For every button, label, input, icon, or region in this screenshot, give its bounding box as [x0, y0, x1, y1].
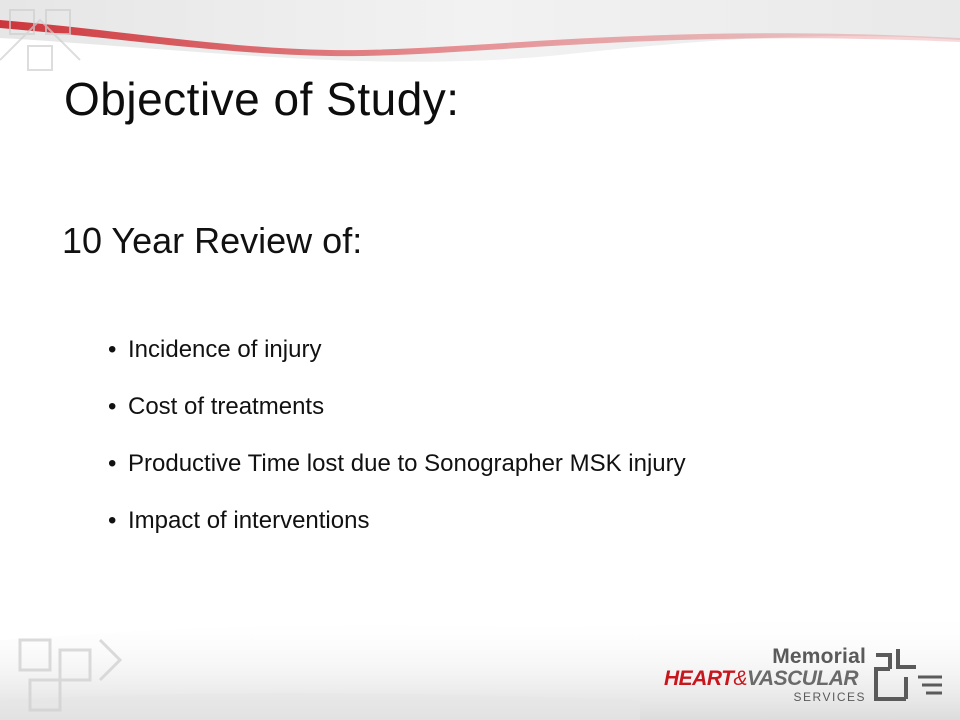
- bottom-shade: [0, 693, 640, 720]
- bullet-dot-icon: •: [108, 507, 117, 534]
- slide-subtitle: 10 Year Review of:: [62, 220, 363, 261]
- logo-heart-word: HEART: [664, 667, 734, 690]
- bullet-list: [108, 332, 686, 560]
- logo-vascular-word: VASCULAR: [746, 667, 859, 690]
- logo-services-text: SERVICES: [793, 690, 866, 704]
- bullet-text: Impact of interventions: [128, 507, 370, 534]
- logo-memorial-text: Memorial: [772, 645, 866, 668]
- bullet-item: [108, 446, 686, 503]
- bullet-item: [108, 389, 686, 446]
- bullet-text: Incidence of injury: [128, 336, 322, 363]
- bullet-text: Cost of treatments: [128, 393, 325, 420]
- bullet-text: Productive Time lost due to Sonographer MSK injury: [128, 450, 686, 477]
- slide-title: Objective of Study:: [64, 73, 460, 125]
- top-swoosh: [0, 0, 960, 62]
- memorial-heart-vascular-logo: [660, 645, 950, 705]
- bullet-item: [108, 332, 686, 389]
- logo-heart-vascular-text: [664, 667, 858, 691]
- bullet-dot-icon: •: [108, 336, 117, 363]
- bullet-dot-icon: •: [108, 393, 117, 420]
- logo-ampersand: &: [733, 667, 747, 690]
- logo-mark-icon: [870, 647, 944, 705]
- bullet-dot-icon: •: [108, 450, 117, 477]
- bullet-item: [108, 503, 686, 560]
